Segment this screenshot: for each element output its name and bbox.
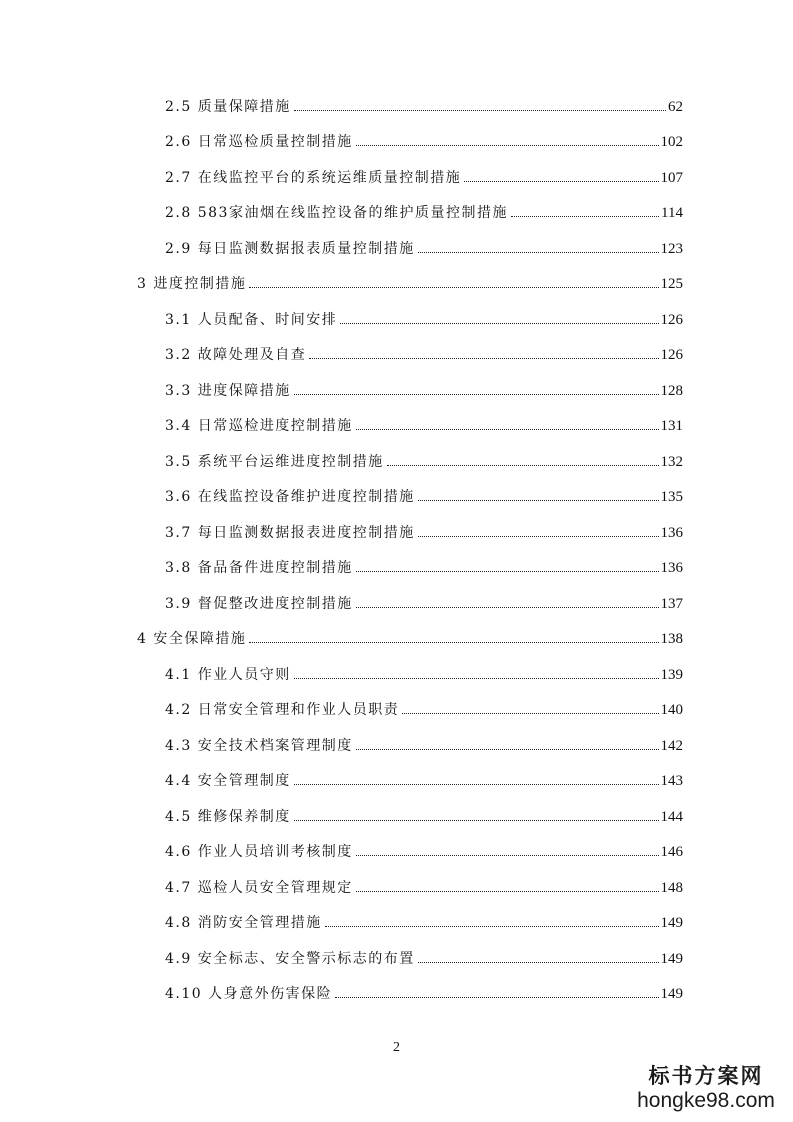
toc-entry-title: 3.2 故障处理及自查	[165, 347, 307, 364]
toc-leader-dots	[418, 500, 659, 501]
toc-entry-page: 132	[660, 453, 683, 470]
toc-entry-4-5[interactable]	[0, 798, 793, 834]
toc-entry-page: 140	[660, 702, 683, 719]
toc-entry-title: 3.3 进度保障措施	[165, 382, 291, 399]
toc-entry-2-8[interactable]	[0, 195, 793, 231]
toc-entry-2-5[interactable]	[0, 88, 793, 124]
toc-leader-dots	[356, 429, 659, 430]
toc-leader-dots	[356, 607, 659, 608]
toc-entry-title: 3.9 督促整改进度控制措施	[165, 595, 353, 612]
toc-leader-dots	[335, 997, 658, 998]
toc-entry-title: 4.1 作业人员守则	[165, 666, 291, 683]
toc-entry-4-8[interactable]	[0, 905, 793, 941]
toc-entry-title: 4.2 日常安全管理和作业人员职责	[165, 702, 400, 719]
toc-leader-dots	[387, 465, 659, 466]
toc-leader-dots	[294, 678, 659, 679]
toc-entry-title: 3.1 人员配备、时间安排	[165, 311, 338, 328]
toc-leader-dots	[356, 145, 659, 146]
toc-entry-page: 143	[660, 773, 683, 790]
toc-leader-dots	[340, 323, 658, 324]
toc-leader-dots	[356, 855, 659, 856]
toc-entry-title: 4 安全保障措施	[137, 631, 247, 648]
toc-leader-dots	[294, 110, 666, 111]
toc-entry-title: 3.5 系统平台运维进度控制措施	[165, 453, 384, 470]
table-of-contents	[0, 88, 793, 1011]
toc-entry-page: 146	[660, 844, 683, 861]
toc-entry-page: 139	[660, 666, 683, 683]
toc-leader-dots	[464, 181, 658, 182]
toc-entry-page: 128	[660, 382, 683, 399]
toc-entry-title: 3.8 备品备件进度控制措施	[165, 560, 353, 577]
toc-entry-3-1[interactable]	[0, 301, 793, 337]
toc-leader-dots	[356, 571, 659, 572]
toc-entry-3-6[interactable]	[0, 479, 793, 515]
toc-entry-page: 123	[660, 240, 683, 257]
toc-entry-3-9[interactable]	[0, 585, 793, 621]
toc-entry-3-8[interactable]	[0, 550, 793, 586]
toc-entry-page: 137	[660, 595, 683, 612]
toc-entry-2-9[interactable]	[0, 230, 793, 266]
toc-entry-title: 2.9 每日监测数据报表质量控制措施	[165, 240, 415, 257]
toc-entry-2-7[interactable]	[0, 159, 793, 195]
toc-leader-dots	[418, 962, 659, 963]
toc-entry-page: 102	[660, 134, 683, 151]
toc-leader-dots	[249, 642, 658, 643]
toc-entry-title: 4.3 安全技术档案管理制度	[165, 737, 353, 754]
toc-entry-title: 4.7 巡检人员安全管理规定	[165, 879, 353, 896]
toc-entry-title: 2.6 日常巡检质量控制措施	[165, 134, 353, 151]
toc-entry-4-10[interactable]	[0, 976, 793, 1012]
toc-leader-dots	[356, 749, 659, 750]
toc-entry-4-9[interactable]	[0, 940, 793, 976]
toc-entry-4-6[interactable]	[0, 834, 793, 870]
page-number: 2	[393, 1040, 400, 1055]
watermark	[631, 1064, 781, 1114]
toc-entry-page: 131	[660, 418, 683, 435]
toc-entry-page: 149	[660, 915, 683, 932]
toc-entry-4-3[interactable]	[0, 727, 793, 763]
watermark-url-text: hongke98.com	[637, 1089, 775, 1112]
toc-entry-page: 126	[660, 347, 683, 364]
toc-leader-dots	[418, 252, 659, 253]
toc-leader-dots	[309, 358, 658, 359]
toc-leader-dots	[325, 926, 659, 927]
toc-entry-2-6[interactable]	[0, 124, 793, 160]
toc-entry-4-4[interactable]	[0, 763, 793, 799]
toc-entry-page: 142	[660, 737, 683, 754]
toc-leader-dots	[294, 394, 659, 395]
toc-entry-3-3[interactable]	[0, 372, 793, 408]
toc-entry-page: 149	[660, 950, 683, 967]
toc-entry-page: 126	[660, 311, 683, 328]
toc-entry-3[interactable]	[0, 266, 793, 302]
toc-entry-title: 3.4 日常巡检进度控制措施	[165, 418, 353, 435]
toc-entry-title: 3.7 每日监测数据报表进度控制措施	[165, 524, 415, 541]
toc-leader-dots	[294, 820, 659, 821]
toc-entry-4[interactable]	[0, 621, 793, 657]
toc-leader-dots	[249, 287, 658, 288]
toc-entry-3-7[interactable]	[0, 514, 793, 550]
toc-entry-title: 2.5 质量保障措施	[165, 98, 291, 115]
toc-entry-3-2[interactable]	[0, 337, 793, 373]
toc-entry-page: 114	[661, 205, 683, 222]
toc-entry-page: 107	[660, 169, 683, 186]
toc-leader-dots	[418, 536, 659, 537]
toc-entry-title: 2.7 在线监控平台的系统运维质量控制措施	[165, 169, 462, 186]
toc-entry-title: 3.6 在线监控设备维护进度控制措施	[165, 489, 415, 506]
toc-entry-page: 62	[668, 98, 683, 115]
toc-leader-dots	[356, 891, 659, 892]
watermark-chinese-text: 标书方案网	[648, 1064, 764, 1088]
toc-entry-3-5[interactable]	[0, 443, 793, 479]
toc-entry-title: 4.5 维修保养制度	[165, 808, 291, 825]
toc-entry-title: 4.6 作业人员培训考核制度	[165, 844, 353, 861]
toc-entry-title: 4.10 人身意外伤害保险	[165, 986, 333, 1003]
toc-entry-page: 149	[660, 986, 683, 1003]
toc-entry-page: 125	[660, 276, 683, 293]
toc-entry-page: 136	[660, 560, 683, 577]
toc-entry-title: 4.8 消防安全管理措施	[165, 915, 322, 932]
toc-entry-4-1[interactable]	[0, 656, 793, 692]
toc-entry-title: 4.4 安全管理制度	[165, 773, 291, 790]
toc-entry-title: 2.8 583家油烟在线监控设备的维护质量控制措施	[165, 205, 508, 222]
toc-leader-dots	[402, 713, 658, 714]
toc-entry-page: 144	[660, 808, 683, 825]
toc-entry-title: 4.9 安全标志、安全警示标志的布置	[165, 950, 415, 967]
toc-entry-page: 136	[660, 524, 683, 541]
toc-entry-page: 148	[660, 879, 683, 896]
toc-leader-dots	[511, 216, 659, 217]
toc-entry-title: 3 进度控制措施	[137, 276, 247, 293]
toc-leader-dots	[294, 784, 659, 785]
toc-entry-4-7[interactable]	[0, 869, 793, 905]
toc-entry-4-2[interactable]	[0, 692, 793, 728]
toc-entry-page: 138	[660, 631, 683, 648]
toc-entry-page: 135	[660, 489, 683, 506]
toc-entry-3-4[interactable]	[0, 408, 793, 444]
